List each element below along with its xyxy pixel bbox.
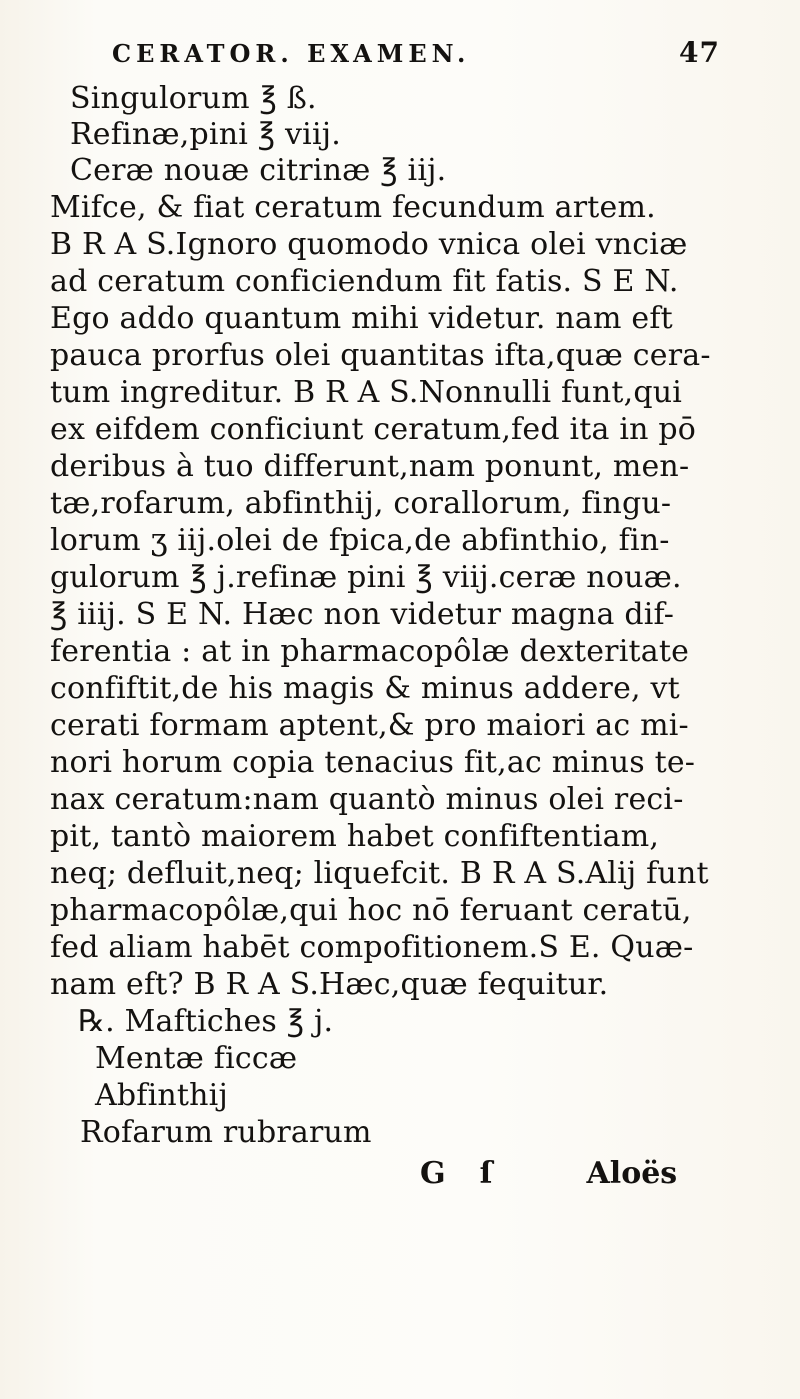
page-number: 47 <box>679 36 720 69</box>
text-line: lorum ʒ iij.olei de fpica,de abfinthio, fin- <box>50 523 670 558</box>
catchword: Aloës <box>586 1156 678 1191</box>
text-line: pauca prorfus olei quantitas ifta,quæ cera- <box>50 338 711 373</box>
text-line: deribus à tuo differunt,nam ponunt, men- <box>50 449 690 484</box>
text-line: neq; defluit,neq; liquefcit. B R A S.Alij funt <box>50 856 709 891</box>
text-line: tum ingreditur. B R A S.Nonnulli funt,qui <box>50 375 683 410</box>
signature-mark: G <box>420 1156 446 1191</box>
text-line: Refinæ,pini ℥ viij. <box>70 117 341 152</box>
text-line: ex eifdem conficiunt ceratum,fed ita in pō <box>50 412 697 447</box>
text-line: pharmacopôlæ,qui hoc nō feruant ceratū, <box>50 893 692 928</box>
text-line: ferentia : at in pharmacopôlæ dexteritate <box>50 634 690 669</box>
text-line: Mifce, & fiat ceratum fecundum artem. <box>50 190 656 225</box>
text-line: ℥ iiij. S E N. Hæc non videtur magna dif- <box>50 597 675 632</box>
text-line: B R A S.Ignoro quomodo vnica olei vnciæ <box>50 227 688 262</box>
running-header <box>112 36 720 69</box>
recipe-line: ℞. Maftiches ℥ j. <box>78 1004 334 1039</box>
text-line: nax ceratum:nam quantò minus olei reci- <box>50 782 684 817</box>
recipe-line: Abfinthij <box>95 1078 228 1113</box>
text-line: ad ceratum conficiendum fit fatis. S E N. <box>50 264 679 299</box>
text-line: tæ,rofarum, abfinthij, corallorum, fingu- <box>50 486 672 521</box>
text-line: nam eft? B R A S.Hæc,quæ fequitur. <box>50 967 609 1002</box>
text-line: confiftit,de his magis & minus addere, vt <box>50 671 680 706</box>
text-line: Singulorum ℥ ß. <box>70 81 317 116</box>
text-line: Ceræ nouæ citrinæ ℥ iij. <box>70 153 447 188</box>
text-line: gulorum ℥ j.refinæ pini ℥ viij.ceræ nouæ. <box>50 560 682 595</box>
signature-sub: ſ <box>479 1156 493 1191</box>
text-line: cerati formam aptent,& pro maiori ac mi- <box>50 708 689 743</box>
text-line: pit, tantò maiorem habet confiftentiam, <box>50 819 660 854</box>
recipe-line: Rofarum rubrarum <box>80 1115 372 1150</box>
page-footer <box>420 1156 740 1191</box>
running-title: CERATOR. EXAMEN. <box>112 39 471 68</box>
text-line: nori horum copia tenacius fit,ac minus te- <box>50 745 696 780</box>
text-line: fed aliam habēt compofitionem.S E. Quæ- <box>50 930 694 965</box>
text-line: Ego addo quantum mihi videtur. nam eft <box>50 301 673 336</box>
recipe-line: Mentæ ficcæ <box>95 1041 298 1076</box>
